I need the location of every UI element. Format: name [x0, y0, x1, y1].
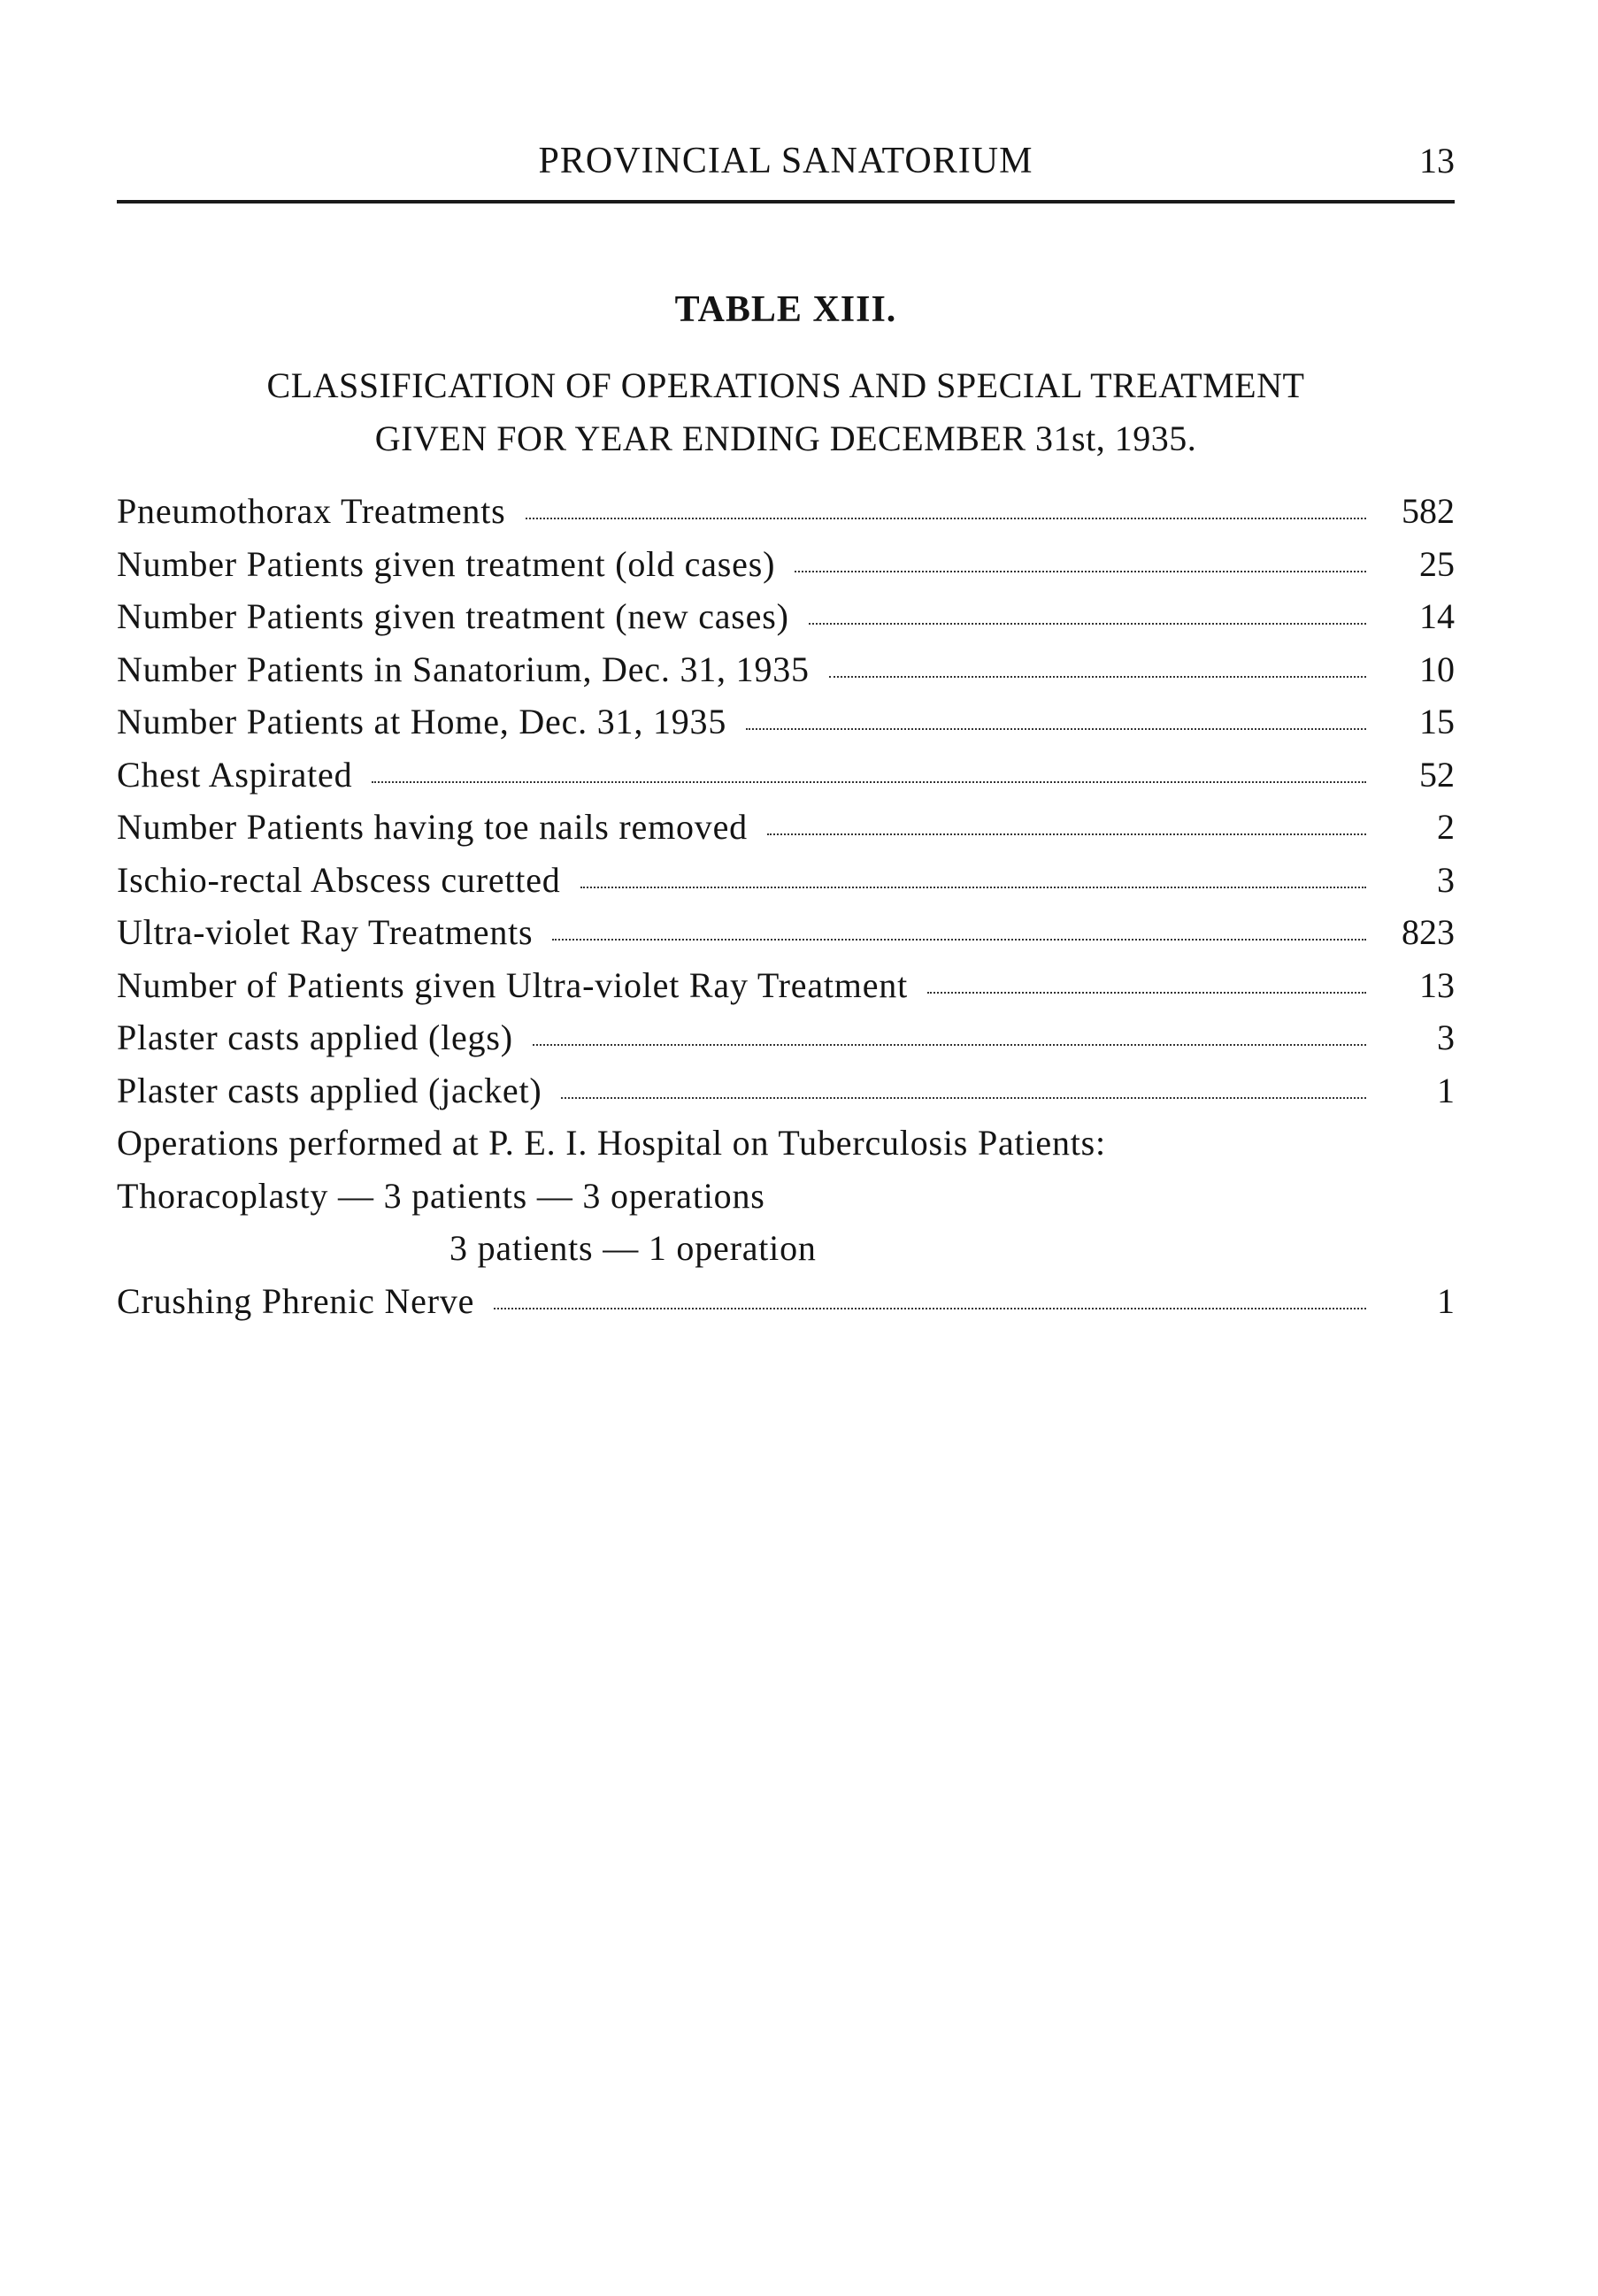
list-item	[117, 964, 1455, 1017]
dot-leader	[580, 886, 1366, 888]
header-rule	[117, 200, 1455, 203]
thoracoplasty-row-continued	[117, 1227, 1455, 1280]
item-value: 14	[1419, 596, 1455, 636]
dot-leader	[829, 675, 1366, 678]
item-value: 1	[1437, 1070, 1455, 1110]
dot-leader	[561, 1096, 1366, 1099]
dot-leader	[552, 938, 1366, 941]
dot-leader	[767, 833, 1366, 835]
table-title: TABLE XIII.	[674, 289, 897, 330]
item-label: Number Patients given treatment (old cases)	[117, 543, 776, 584]
list-item	[117, 859, 1455, 912]
dot-leader	[533, 1043, 1366, 1046]
list-item	[117, 1280, 1455, 1333]
item-label: Pneumothorax Treatments	[117, 491, 506, 531]
item-value: 2	[1437, 807, 1455, 847]
thoracoplasty-line-2: 3 patients — 1 operation	[449, 1228, 817, 1268]
item-label: Plaster casts applied (legs)	[117, 1017, 513, 1057]
item-label: Number Patients given treatment (new cases)	[117, 596, 789, 636]
item-value: 25	[1419, 543, 1455, 584]
operations-heading: Operations performed at P. E. I. Hospital on Tuberculosis Patients:	[117, 1123, 1106, 1163]
list-item	[117, 806, 1455, 859]
running-header	[117, 140, 1455, 202]
dot-leader	[526, 517, 1367, 519]
dot-leader	[809, 622, 1366, 625]
item-value: 582	[1402, 491, 1455, 531]
page-number: 13	[1419, 141, 1455, 180]
item-value: 13	[1419, 964, 1455, 1005]
item-label: Number Patients at Home, Dec. 31, 1935	[117, 702, 727, 741]
item-value: 3	[1437, 1017, 1455, 1057]
item-value: 3	[1437, 859, 1455, 900]
dot-leader	[795, 570, 1366, 572]
item-value: 15	[1419, 702, 1455, 741]
dot-leader	[746, 727, 1366, 730]
item-label: Ultra-violet Ray Treatments	[117, 912, 534, 952]
item-value: 823	[1402, 912, 1455, 952]
list-item	[117, 701, 1455, 754]
item-label: Plaster casts applied (jacket)	[117, 1070, 542, 1110]
item-label: Number Patients in Sanatorium, Dec. 31, 1935	[117, 649, 810, 689]
list-item	[117, 649, 1455, 702]
item-label: Chest Aspirated	[117, 754, 353, 795]
list-item	[117, 1070, 1455, 1123]
item-value: 52	[1419, 754, 1455, 795]
running-title: PROVINCIAL SANATORIUM	[538, 141, 1033, 181]
thoracoplasty-row	[117, 1175, 1455, 1228]
dot-leader	[372, 780, 1366, 783]
list-item	[117, 543, 1455, 596]
treatment-list	[117, 490, 1455, 1332]
item-label: Number of Patients given Ultra-violet Ray Treatment	[117, 964, 908, 1005]
list-item	[117, 595, 1455, 649]
item-label: Crushing Phrenic Nerve	[117, 1280, 475, 1321]
item-value: 10	[1419, 649, 1455, 689]
dot-leader	[927, 991, 1366, 994]
dot-leader	[494, 1307, 1366, 1309]
item-value: 1	[1437, 1280, 1455, 1321]
table-subtitle-line-1: CLASSIFICATION OF OPERATIONS AND SPECIAL TREATMENT	[266, 365, 1305, 405]
table-subtitle-line-2: GIVEN FOR YEAR ENDING DECEMBER 31st, 1935.	[374, 419, 1197, 458]
list-item	[117, 490, 1455, 543]
list-item	[117, 1017, 1455, 1070]
thoracoplasty-line-1: Thoracoplasty — 3 patients — 3 operations	[117, 1175, 765, 1216]
operations-heading-row	[117, 1122, 1455, 1175]
list-item	[117, 754, 1455, 807]
item-label: Ischio-rectal Abscess curetted	[117, 859, 561, 900]
list-item	[117, 911, 1455, 964]
item-label: Number Patients having toe nails removed	[117, 807, 748, 847]
